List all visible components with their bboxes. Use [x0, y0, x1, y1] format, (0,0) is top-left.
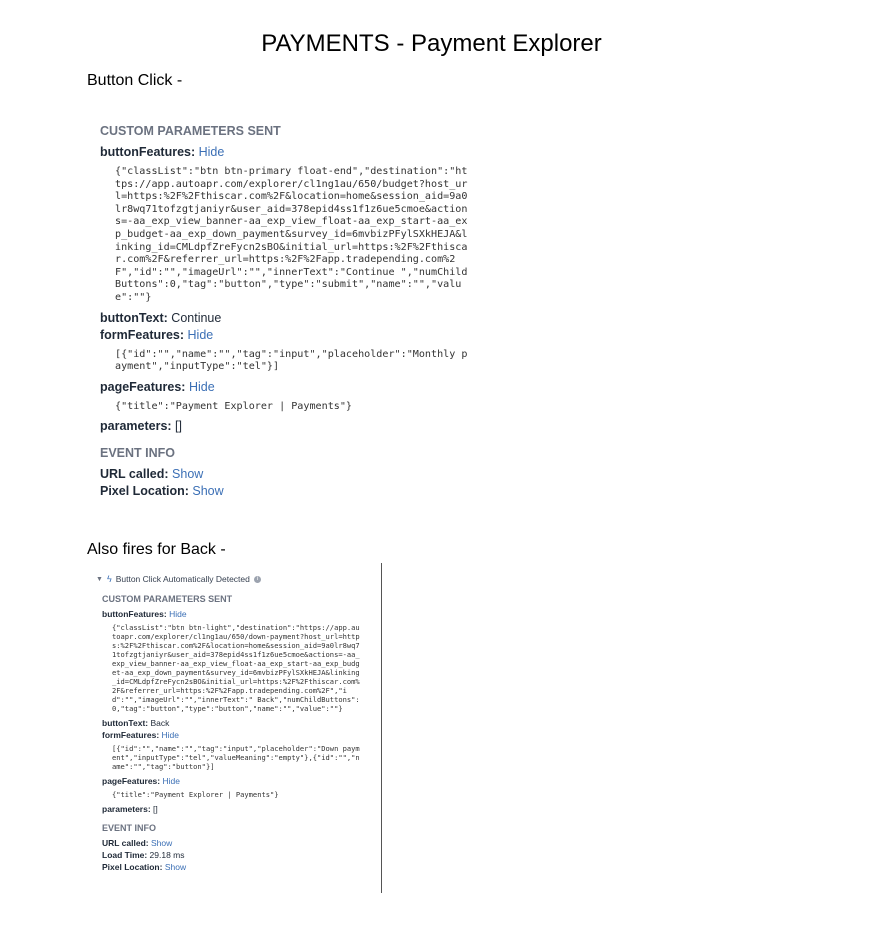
- section-label-button-click: Button Click -: [87, 72, 183, 89]
- event-info-header: EVENT INFO: [102, 823, 157, 833]
- url-called-row: [100, 466, 480, 483]
- load-time-key: Load Time:: [102, 850, 148, 860]
- button-features-json: {"classList":"btn btn-primary float-end","destination":"ht tps://app.autoapr.com/explorer/cl1ng1au/650/budget?host_ur l=https:%2F%2Fthiscar.com%2F&location=home&session_aid=9a0 lr8wq71tofzgtjaniyr&user_aid=378epid4ss1f1z6ue5cmoe&action s=-aa_exp_view_banner-aa_exp_view_float-aa_exp_start-aa_ex p_budget-aa_exp_down_payment&survey_id=6mvbizPFylSXkHEJA&l inking_id=CMLdpfZreFycn2sBO&initial_url=https:%2F%2Fthisca r.com%2F&referrer_url=https:%2F%2Fapp.tradepending.com%2 F","id":"","imageUrl":"","innerText":"Continue ","numChild Buttons":0,"tag":"button","type":"submit","name":"","valu e":""}: [115, 166, 468, 303]
- load-time-row: [102, 849, 386, 861]
- button-text-value: Back: [148, 718, 170, 728]
- form-features-toggle[interactable]: Hide: [187, 327, 214, 342]
- page-features-key: pageFeatures:: [100, 379, 186, 394]
- button-features-row: [102, 608, 386, 620]
- load-time-value: 29.18 ms: [147, 850, 185, 860]
- parameters-row: [102, 803, 386, 815]
- url-called-toggle[interactable]: Show: [150, 838, 173, 848]
- form-features-row: [102, 729, 386, 741]
- page-title: PAYMENTS - Payment Explorer: [261, 30, 602, 57]
- custom-params-header: CUSTOM PARAMETERS SENT: [100, 124, 281, 138]
- collapse-triangle-icon[interactable]: ▼: [96, 575, 103, 583]
- form-features-row: [100, 327, 480, 344]
- page-features-toggle[interactable]: Hide: [162, 776, 180, 786]
- url-called-key: URL called:: [100, 467, 169, 482]
- form-features-json: [{"id":"","name":"","tag":"input","placeholder":"Monthly p ayment","inputType":"tel"}]: [115, 348, 468, 373]
- parameters-value: []: [150, 804, 158, 814]
- page-features-key: pageFeatures:: [102, 776, 161, 786]
- custom-params-header: CUSTOM PARAMETERS SENT: [102, 594, 233, 604]
- page-features-json: {"title":"Payment Explorer | Payments"}: [112, 790, 279, 799]
- button-text-value: Continue: [167, 310, 222, 325]
- page-features-row: [100, 379, 480, 396]
- button-features-toggle[interactable]: Hide: [198, 145, 225, 159]
- page-features-json: {"title":"Payment Explorer | Payments"}: [115, 400, 353, 412]
- form-features-key: formFeatures:: [102, 730, 160, 740]
- button-features-key: buttonFeatures:: [100, 145, 196, 159]
- form-features-key: formFeatures:: [100, 327, 185, 342]
- button-text-row: [100, 310, 480, 327]
- pixel-location-row: [100, 483, 480, 500]
- section-label-back: Also fires for Back -: [87, 541, 226, 558]
- parameters-key: parameters:: [100, 419, 172, 434]
- pixel-location-key: Pixel Location:: [102, 862, 163, 872]
- url-called-row: [102, 837, 386, 849]
- detected-label: Button Click Automatically Detected: [115, 574, 250, 584]
- pixel-location-row: [102, 861, 386, 873]
- event-panel-back: [96, 574, 386, 892]
- parameters-key: parameters:: [102, 804, 151, 814]
- form-features-json: [{"id":"","name":"","tag":"input","placeholder":"Down paym ent","inputType":"tel","valueMeaning":"empty"},{"id":"","n ame":"","tag":"button"}]: [112, 744, 360, 771]
- info-icon[interactable]: i: [254, 576, 261, 583]
- button-features-toggle[interactable]: Hide: [169, 609, 187, 619]
- button-text-key: buttonText:: [102, 718, 149, 728]
- button-features-json: {"classList":"btn btn-light","destination":"https://app.au toapr.com/explorer/cl1ng1au/650/down-payment?host_url=http s:%2F%2Fthiscar.com%2F&location=home&session_aid=9a0lr8wq7 1tofzgtjaniyr&user_aid=378epid4ss1f1z6ue5cmoe&actions=-aa_ exp_view_banner-aa_exp_view_float-aa_exp_start-aa_exp_budg et-aa_exp_down_payment&survey_id=6mvbizPFylSXkHEJA&linking _id=CMLdpfZreFycn2sBO&initial_url=https:%2F%2Fthiscar.com% 2F&referrer_url=https:%2F%2Fapp.tradepending.com%2F","i d":"","imageUrl":"","innerText":" Back","numChildButtons": 0,"tag":"button","type":"button","name":"","value":""}: [112, 623, 360, 713]
- url-called-toggle[interactable]: Show: [172, 467, 204, 482]
- button-features-key: buttonFeatures:: [102, 609, 167, 619]
- event-info-header: EVENT INFO: [100, 446, 176, 461]
- button-features-row: [100, 144, 480, 161]
- detected-header[interactable]: [96, 574, 386, 584]
- button-text-row: [102, 717, 386, 729]
- page-features-toggle[interactable]: Hide: [188, 379, 215, 394]
- page-features-row: [102, 775, 386, 787]
- button-text-key: buttonText:: [100, 310, 168, 325]
- parameters-value: []: [171, 419, 182, 434]
- lightning-bolt-icon: ϟ: [106, 574, 112, 584]
- event-panel-continue: [100, 122, 480, 500]
- parameters-row: [100, 418, 480, 435]
- form-features-toggle[interactable]: Hide: [161, 730, 180, 740]
- pixel-location-toggle[interactable]: Show: [164, 862, 187, 872]
- pixel-location-toggle[interactable]: Show: [192, 484, 224, 499]
- url-called-key: URL called:: [102, 838, 149, 848]
- pixel-location-key: Pixel Location:: [100, 484, 189, 499]
